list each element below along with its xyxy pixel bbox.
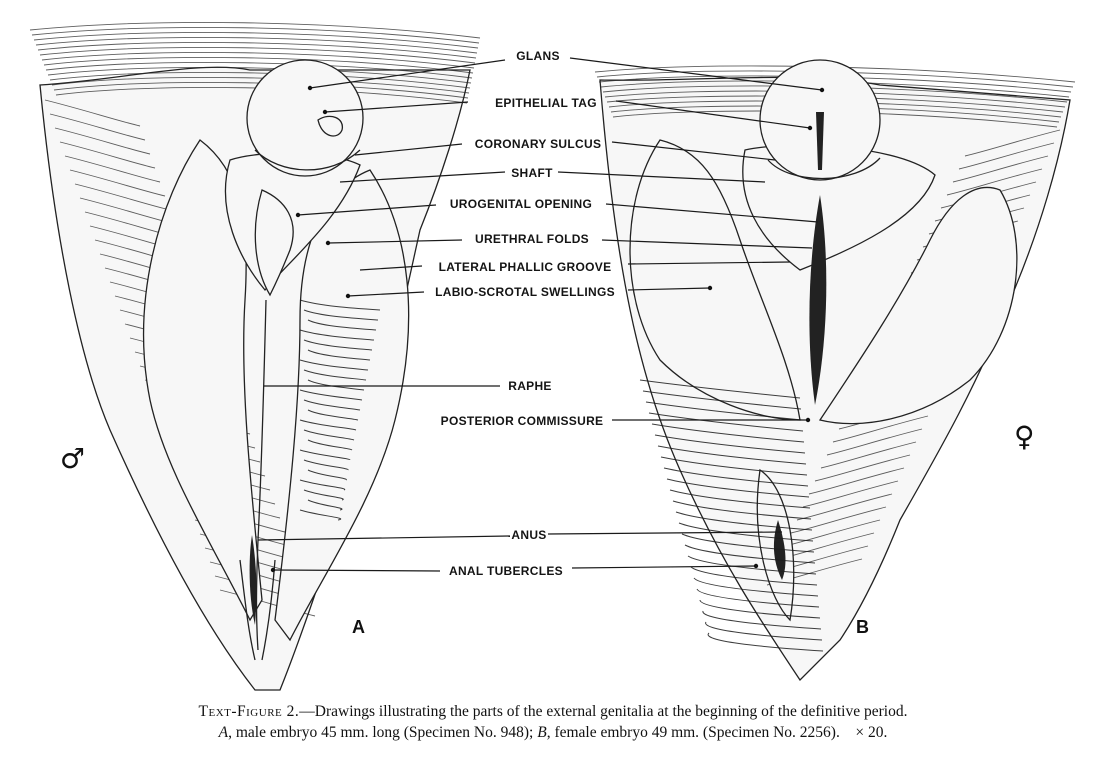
- drawing-b-female: [595, 60, 1075, 680]
- label-posterior-commissure: POSTERIOR COMMISSURE: [440, 414, 604, 428]
- dot-urethral-folds-a: [326, 241, 330, 245]
- caption-b-italic: B: [537, 724, 547, 741]
- caption-b-text: , female embryo 49 mm. (Specimen No. 2256).: [546, 724, 840, 741]
- dot-labio-scrotal-b: [708, 286, 712, 290]
- dot-anal-tubercles-b: [754, 564, 758, 568]
- female-symbol: ♀: [1014, 420, 1035, 453]
- caption-magnification: × 20.: [855, 724, 888, 741]
- label-urogenital-opening: UROGENITAL OPENING: [449, 197, 593, 211]
- caption-line-2: [0, 722, 1106, 743]
- label-coronary-sulcus: CORONARY SULCUS: [474, 137, 602, 151]
- caption-line-1-text: —Drawings illustrating the parts of the external genitalia at the beginning of the definitive period.: [299, 703, 908, 720]
- dot-posterior-commissure: [806, 418, 810, 422]
- panel-letter-a: A: [352, 617, 365, 637]
- caption-line-1: [0, 701, 1106, 722]
- drawing-a-male: [30, 22, 480, 690]
- dot-epithelial-tag-a: [323, 110, 327, 114]
- dot-glans-a: [308, 86, 312, 90]
- figure-caption: [0, 701, 1106, 743]
- male-symbol: ♂: [60, 442, 86, 475]
- dot-epithelial-tag-b: [808, 126, 812, 130]
- panel-letter-b: B: [856, 617, 869, 637]
- label-lateral-phallic-groove: LATERAL PHALLIC GROOVE: [438, 260, 612, 274]
- dot-glans-b: [820, 88, 824, 92]
- dot-anal-tubercles-a: [271, 568, 275, 572]
- label-urethral-folds: URETHRAL FOLDS: [475, 232, 589, 246]
- dot-urogenital-opening-a: [296, 213, 300, 217]
- label-labio-scrotal-swellings: LABIO-SCROTAL SWELLINGS: [435, 285, 615, 299]
- a-glans: [247, 60, 363, 176]
- label-epithelial-tag: EPITHELIAL TAG: [495, 96, 597, 110]
- label-raphe: RAPHE: [508, 379, 552, 393]
- caption-a-italic: A: [218, 724, 229, 741]
- label-glans: GLANS: [516, 49, 560, 63]
- label-anal-tubercles: ANAL TUBERCLES: [449, 564, 563, 578]
- label-anus: ANUS: [511, 528, 547, 542]
- label-shaft: SHAFT: [511, 166, 553, 180]
- caption-a-text: , male embryo 45 mm. long (Specimen No. 948);: [228, 724, 538, 741]
- dot-labio-scrotal-a: [346, 294, 350, 298]
- caption-figure-label: Text-Figure 2.: [198, 703, 300, 720]
